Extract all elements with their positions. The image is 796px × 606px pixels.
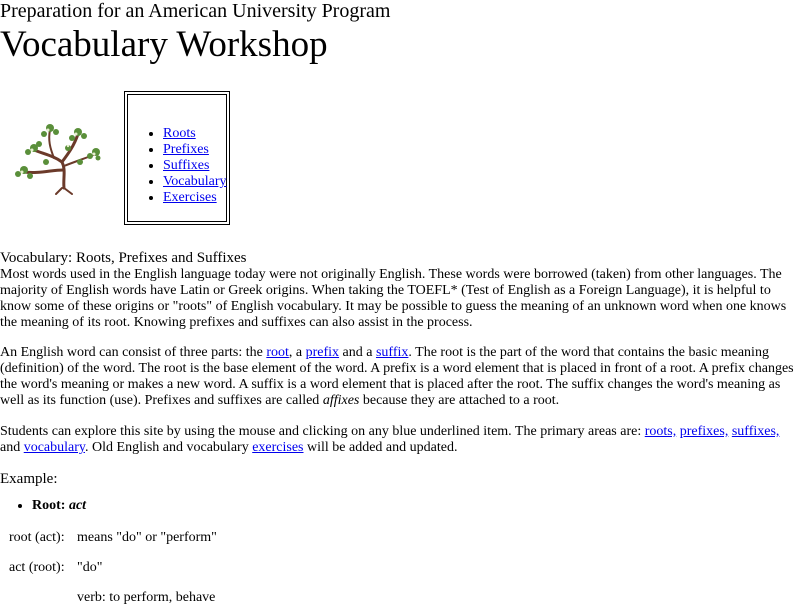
text-span: . The root is the part of the word that contains the basic meaning (definition) of the word. The root is the base element of the word. A prefix is a word element that is placed in front of a root. A prefix changes the word's meaning or makes a new word. A suffix is a word element that is placed after the root. The suffix changes the word's meaning as well as its function (use). Prefixes and suffixes are called [0,345,794,408]
root-item [32,498,796,514]
definition-term: act (root): [9,560,65,575]
suffixes-link[interactable]: Suffixes [163,158,210,173]
text-span: Students can explore this site by using the mouse and clicking on any blue underlined item. The primary areas are: [0,424,645,439]
exercises-link[interactable]: Exercises [163,190,217,205]
definition-meaning: "do" [77,560,103,575]
text-span: and [0,440,24,455]
example-label: Example: [0,471,58,487]
suffixes-inline-link[interactable]: suffixes, [731,424,780,439]
section-heading: Vocabulary: Roots, Prefixes and Suffixes [0,250,247,266]
affixes-term: affixes [322,393,360,408]
root-link[interactable]: root [266,345,289,360]
text-span: will be added and updated. [303,440,458,455]
definition-meaning: means "do" or "perform" [77,530,217,545]
text-span: . Old English and vocabulary [85,440,253,455]
explore-paragraph [0,424,796,456]
nav-item-exercises [163,190,227,206]
vocabulary-link[interactable]: Vocabulary [163,174,227,189]
definition-row [9,590,215,606]
tree-image [8,118,104,198]
roots-link[interactable]: Roots [163,126,196,141]
vocabulary-inline-link[interactable]: vocabulary [23,440,86,455]
suffix-link[interactable]: suffix [375,345,409,360]
nav-item-suffixes [163,158,227,174]
page-subtitle: Preparation for an American University Program [0,0,391,22]
definition-row [9,560,102,576]
text-span: An English word can consist of three parts: the [0,345,267,360]
root-value: act [68,498,87,513]
text-span: , a [288,345,306,360]
prefixes-inline-link[interactable]: prefixes, [679,424,729,439]
intro-paragraph: Most words used in the English language today were not originally English. These words were borrowed (taken) from other languages. The majority of English words have Latin or Greek origins. When taking the TOEFL* (Test of English as a Foreign Language), it is helpful to know some of these origins or "roots" of English vocabulary. It may be possible to guess the meaning of an unknown word when one knows the meaning of its root. Knowing prefixes and suffixes can also assist in the process. [0,267,787,330]
nav-item-prefixes [163,142,227,158]
text-span: because they are attached to a root. [359,393,560,408]
exercises-inline-link[interactable]: exercises [252,440,304,455]
definition-term: root (act): [9,530,65,545]
nav-item-vocabulary [163,174,227,190]
nav-item-roots [163,126,227,142]
main-content [0,249,796,514]
root-list [0,498,796,514]
root-label: Root: [32,498,66,513]
roots-inline-link[interactable]: roots, [644,424,677,439]
text-span: and a [339,345,376,360]
word-parts-paragraph [0,345,796,409]
definition-row [9,530,217,546]
prefixes-link[interactable]: Prefixes [163,142,209,157]
nav-menu [140,126,227,206]
definition-meaning: verb: to perform, behave [77,590,216,605]
page-title: Vocabulary Workshop [0,24,328,65]
prefix-link[interactable]: prefix [305,345,340,360]
